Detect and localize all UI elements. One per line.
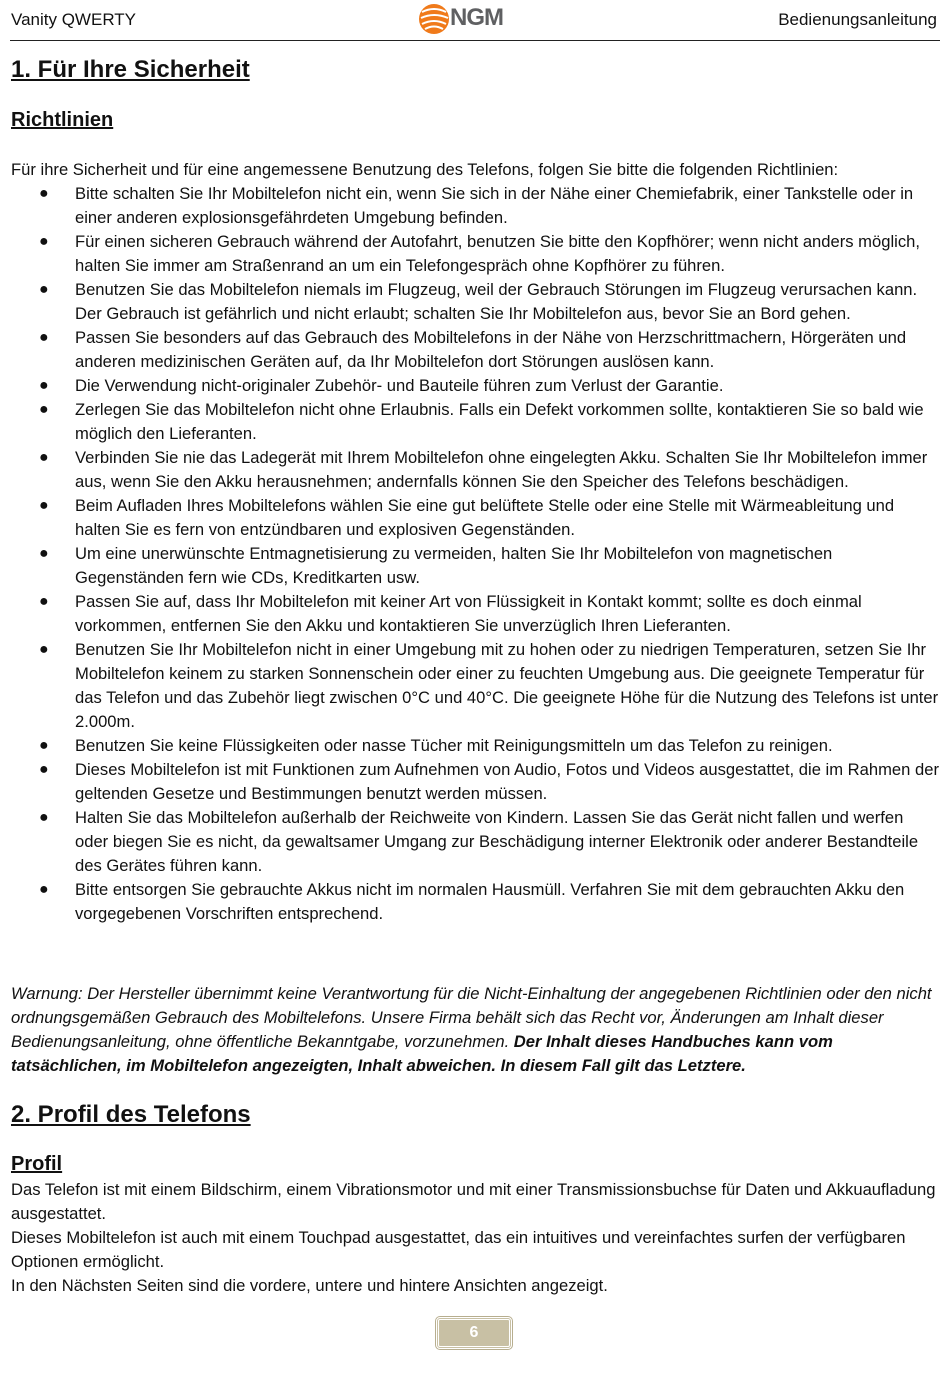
list-item [11, 182, 941, 230]
list-item-text: Passen Sie auf, dass Ihr Mobiltelefon mit keiner Art von Flüssigkeit in Kontakt kommt; sollte es doch einmal vorkommen, entfernen Sie den Akku und kontaktieren Sie unverzüglich Ihren Lieferanten. [75, 592, 862, 635]
bullet-icon: ● [39, 185, 49, 202]
ngm-logo-icon [418, 2, 452, 36]
list-item-text: Passen Sie besonders auf das Gebrauch des Mobiltelefons in der Nähe von Herzschrittmachern, Hörgeräten und anderen medizinischen Geräten auf, da Ihr Mobiltelefon dort Störungen auslösen kann. [75, 328, 907, 371]
page-number-badge [436, 1317, 512, 1349]
bullet-icon: ● [39, 401, 49, 418]
profile-text [11, 1178, 939, 1298]
bullet-icon: ● [39, 641, 49, 658]
list-item [11, 590, 941, 638]
list-item [11, 878, 941, 926]
header-product-name: Vanity QWERTY [11, 10, 137, 29]
guidelines-intro: Für ihre Sicherheit und für eine angemessene Benutzung des Telefons, folgen Sie bitte die folgenden Richtlinien: [11, 160, 839, 179]
profile-paragraph: Das Telefon ist mit einem Bildschirm, einem Vibrationsmotor und mit einer Transmissionsbuchse für Daten und Akkuaufladung ausgestattet. [11, 1180, 936, 1223]
page-number: 6 [469, 1324, 479, 1341]
list-item-text: Bitte entsorgen Sie gebrauchte Akkus nicht im normalen Hausmüll. Verfahren Sie mit dem gebrauchten Akku den vorgegebenen Vorschriften entsprechend. [75, 880, 905, 923]
warning-text: Warnung: Der Hersteller übernimmt keine Verantwortung für die Nicht-Einhaltung der angegebenen Richtlinien oder den nicht ordnungsgemäßen Gebrauch des Mobiltelefons. Unsere Firma behält sich das Recht vor, Änderungen am Inhalt dieser Bedienungsanleitung, ohne öffentliche Bekanntgabe, vorzunehmen. [11, 984, 932, 1051]
list-item-text: Halten Sie das Mobiltelefon außerhalb der Reichweite von Kindern. Lassen Sie das Gerät nicht fallen und werfen oder biegen Sie es nicht, da gewaltsamer Umgang zur Beschädigung interner Elektronik oder anderer Bestandteile des Gerätes führen kann. [75, 808, 919, 875]
list-item [11, 758, 941, 806]
ngm-logo [418, 2, 530, 36]
bullet-icon: ● [39, 761, 49, 778]
list-item-text: Zerlegen Sie das Mobiltelefon nicht ohne Erlaubnis. Falls ein Defekt vorkommen sollte, kontaktieren Sie so bald wie möglich den Lieferanten. [75, 400, 924, 443]
profile-paragraph: In den Nächsten Seiten sind die vordere, untere und hintere Ansichten angezeigt. [11, 1276, 608, 1295]
section1-subtitle: Richtlinien [11, 109, 114, 131]
bullet-icon: ● [39, 233, 49, 250]
list-item-text: Verbinden Sie nie das Ladegerät mit Ihrem Mobiltelefon ohne eingelegten Akku. Schalten Sie Ihr Mobiltelefon immer aus, wenn Sie den Akku herausnehmen; andernfalls können Sie den Speicher des Telefons beschädigen. [75, 448, 928, 491]
profile-paragraph: Dieses Mobiltelefon ist auch mit einem Touchpad ausgestattet, das ein intuitives und vereinfachtes surfen der verfügbaren Optionen ermöglicht. [11, 1228, 906, 1271]
header-doc-type: Bedienungsanleitung [778, 10, 937, 29]
warning-bold-text: Der Inhalt dieses Handbuches kann vom tatsächlichen, im Mobiltelefon angezeigten, Inhalt abweichen. In diesem Fall gilt das Letztere. [11, 1032, 833, 1075]
list-item [11, 278, 941, 326]
section1-title: 1. Für Ihre Sicherheit [11, 56, 250, 83]
list-item [11, 398, 941, 446]
list-item [11, 638, 941, 734]
bullet-icon: ● [39, 809, 49, 826]
bullet-icon: ● [39, 377, 49, 394]
warning-note [11, 982, 939, 1078]
list-item-text: Um eine unerwünschte Entmagnetisierung zu vermeiden, halten Sie Ihr Mobiltelefon von magnetischen Gegenständen fern wie CDs, Kreditkarten usw. [75, 544, 833, 587]
list-item [11, 542, 941, 590]
list-item-text: Benutzen Sie keine Flüssigkeiten oder nasse Tücher mit Reinigungsmitteln um das Telefon zu reinigen. [75, 736, 833, 755]
bullet-icon: ● [39, 281, 49, 298]
list-item [11, 446, 941, 494]
list-item-text: Für einen sicheren Gebrauch während der Autofahrt, benutzen Sie bitte den Kopfhörer; wenn nicht anders möglich, halten Sie immer am Straßenrand an um ein Telefongespräch ohne Kopfhörer zu führen. [75, 232, 920, 275]
list-item [11, 734, 941, 758]
bullet-icon: ● [39, 497, 49, 514]
bullet-icon: ● [39, 449, 49, 466]
bullet-icon: ● [39, 737, 49, 754]
list-item-text: Benutzen Sie Ihr Mobiltelefon nicht in einer Umgebung mit zu hohen oder zu niedrigen Temperaturen, setzen Sie Ihr Mobiltelefon keinem zu starken Sonnenschein oder einer zu feuchten Umgebung aus. Die geeignete Temperatur für das Telefon und das Zubehör liegt zwischen 0°C und 40°C. Die geeignete Höhe für die Nutzung des Telefons ist unter 2.000m. [75, 640, 939, 731]
bullet-icon: ● [39, 881, 49, 898]
list-item-text: Die Verwendung nicht-originaler Zubehör- und Bauteile führen zum Verlust der Garantie. [75, 376, 724, 395]
bullet-icon: ● [39, 593, 49, 610]
list-item-text: Bitte schalten Sie Ihr Mobiltelefon nicht ein, wenn Sie sich in der Nähe einer Chemiefabrik, einer Tankstelle oder in einer anderen explosionsgefährdeten Umgebung befinden. [75, 184, 914, 227]
logo-wordmark: NGM [450, 4, 503, 31]
section2-title: 2. Profil des Telefons [11, 1101, 251, 1128]
bullet-icon: ● [39, 329, 49, 346]
page-header [10, 0, 940, 41]
list-item [11, 230, 941, 278]
guidelines-list [11, 182, 941, 926]
list-item [11, 326, 941, 374]
list-item [11, 374, 941, 398]
section2-subtitle: Profil [11, 1153, 63, 1175]
list-item [11, 806, 941, 878]
bullet-icon: ● [39, 545, 49, 562]
list-item [11, 494, 941, 542]
list-item-text: Beim Aufladen Ihres Mobiltelefons wählen Sie eine gut belüftete Stelle oder eine Stelle mit Wärmeableitung und halten Sie es fern von entzündbaren und explosiven Gegenständen. [75, 496, 895, 539]
list-item-text: Dieses Mobiltelefon ist mit Funktionen zum Aufnehmen von Audio, Fotos und Videos ausgestattet, die im Rahmen der geltenden Gesetze und Bestimmungen benutzt werden müssen. [75, 760, 939, 803]
list-item-text: Benutzen Sie das Mobiltelefon niemals im Flugzeug, weil der Gebrauch Störungen im Flugzeug verursachen kann. Der Gebrauch ist gefährlich und nicht erlaubt; schalten Sie Ihr Mobiltelefon aus, bevor Sie an Bord gehen. [75, 280, 918, 323]
